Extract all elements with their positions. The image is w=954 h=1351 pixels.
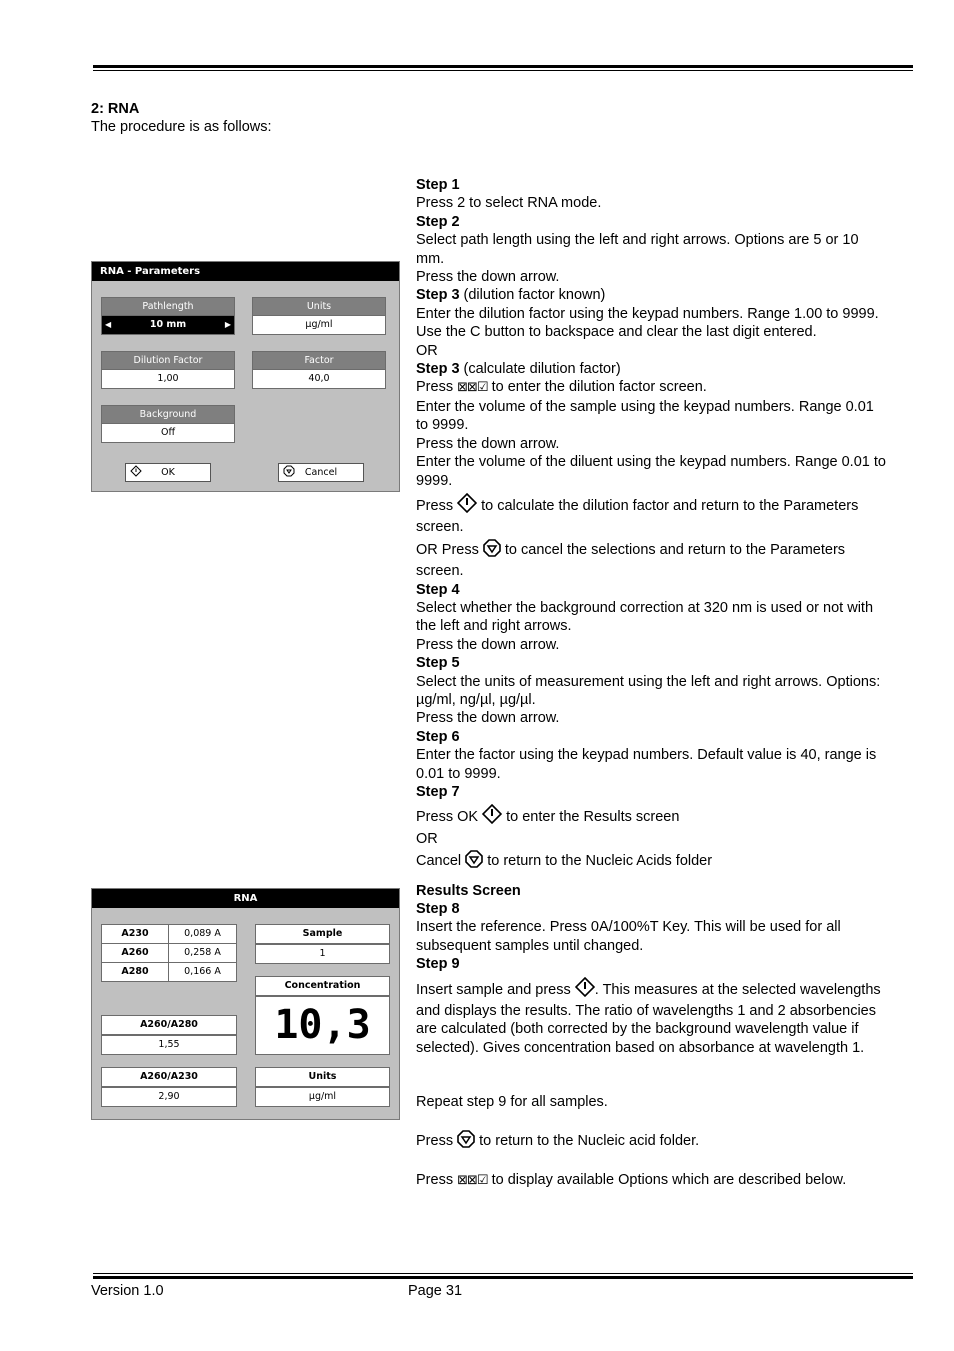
- footer-rule-thick: [93, 1276, 913, 1279]
- options-keys-icon: ⊠⊠☑: [457, 1173, 488, 1189]
- cancel-button[interactable]: [278, 463, 364, 482]
- row-name-a260: A260: [101, 943, 169, 963]
- cancel-octagon-icon: [283, 465, 295, 483]
- step1-text: Press 2 to select RNA mode.: [416, 195, 602, 212]
- dilution-factor-field[interactable]: 1,00: [101, 370, 235, 389]
- step9-pre: Insert sample and press: [416, 981, 575, 998]
- step3b-vol-diluent: Enter the volume of the diluent using the keypad numbers. Range 0.01 to 9999.: [416, 454, 886, 489]
- step2-label: Step 2: [416, 213, 460, 230]
- step7-or: OR: [416, 830, 438, 847]
- ratio1-label: A260/A280: [101, 1015, 237, 1035]
- ok-diamond-icon: [482, 804, 502, 829]
- ratio1-value: 1,55: [101, 1035, 237, 1055]
- step8-text: Insert the reference. Press 0A/100%T Key. This will be used for all subsequent samples until changed.: [416, 919, 841, 954]
- pathlength-value: 10 mm: [149, 319, 187, 330]
- units-value: µg/ml: [255, 1087, 390, 1107]
- row-value-a230: 0,089 A: [168, 924, 237, 944]
- step2-text: Select path length using the left and right arrows. Options are 5 or 10 mm.: [416, 232, 859, 267]
- header-rule-thick: [93, 65, 913, 68]
- step7-cancel-post: to return to the Nucleic Acids folder: [483, 853, 713, 870]
- units-field[interactable]: µg/ml: [252, 316, 386, 335]
- step3a-label: Step 3: [416, 287, 460, 304]
- results-heading: Results Screen: [416, 882, 521, 899]
- step3b-vol-sample: Enter the volume of the sample using the keypad numbers. Range 0.01 to 9999.: [416, 398, 874, 434]
- step8-label: Step 8: [416, 901, 460, 918]
- arrow-right-icon[interactable]: ▶: [224, 320, 231, 329]
- units-group: [252, 297, 386, 335]
- rna-parameters-screen: [91, 261, 400, 492]
- sample-value: 1: [255, 944, 390, 964]
- step2-down: Press the down arrow.: [416, 269, 560, 286]
- cancel-octagon-icon: [483, 539, 501, 562]
- units-label: Units: [255, 1067, 390, 1087]
- factor-label: Factor: [252, 351, 386, 370]
- screen-title: RNA - Parameters: [92, 262, 399, 281]
- units-label: Units: [252, 297, 386, 316]
- options-post: to display available Options which are described below.: [487, 1172, 847, 1189]
- step9-post: . This measures at the selected wavelengths and displays the results. The ratio of wavelengths 1 and 2 absorbencies are calculated (both corrected by the background wavelength value if selected). Gives concentration based on absorbance at wavelength 1.: [416, 981, 881, 1056]
- step7-ok-pre: Press OK: [416, 809, 483, 826]
- factor-group: [252, 351, 386, 389]
- step3b-calc-post: to calculate the dilution factor and return to the Parameters screen.: [416, 497, 859, 536]
- step5-down: Press the down arrow.: [416, 710, 560, 727]
- step3b-enter: to enter the dilution factor screen.: [487, 379, 707, 396]
- step7-ok-post: to enter the Results screen: [502, 809, 680, 826]
- step3a-suffix: (dilution factor known): [459, 287, 606, 304]
- return-pre: Press: [416, 1132, 458, 1149]
- step3a-or: OR: [416, 342, 438, 359]
- step3b-down: Press the down arrow.: [416, 435, 560, 452]
- step4-down: Press the down arrow.: [416, 636, 560, 653]
- step5-text: Select the units of measurement using the left and right arrows. Options: µg/ml, ng/µl, µg/µl.: [416, 673, 881, 708]
- row-name-a230: A230: [101, 924, 169, 944]
- screen-title: RNA: [92, 889, 399, 908]
- step4-label: Step 4: [416, 581, 460, 598]
- step3b-suffix: (calculate dilution factor): [459, 361, 621, 378]
- ok-diamond-icon: [575, 977, 595, 1002]
- background-field[interactable]: Off: [101, 424, 235, 443]
- repeat-text: Repeat step 9 for all samples.: [416, 1094, 608, 1111]
- row-value-a280: 0,166 A: [168, 962, 237, 982]
- dilution-factor-label: Dilution Factor: [101, 351, 235, 370]
- ok-diamond-icon: [457, 493, 477, 518]
- ratio2-label: A260/A230: [101, 1067, 237, 1087]
- section-heading: [91, 100, 272, 136]
- cancel-label: Cancel: [304, 467, 338, 478]
- factor-field[interactable]: 40,0: [252, 370, 386, 389]
- pathlength-group: [101, 297, 235, 335]
- step6-text: Enter the factor using the keypad numbers. Default value is 40, range is 0.01 to 9999.: [416, 747, 877, 782]
- cancel-octagon-icon: [457, 1130, 475, 1153]
- row-name-a280: A280: [101, 962, 169, 982]
- step7-cancel-pre: Cancel: [416, 853, 466, 870]
- concentration-value: 10,3: [274, 1002, 371, 1048]
- step3b-label: Step 3: [416, 361, 460, 378]
- section-intro: The procedure is as follows:: [91, 119, 272, 135]
- rna-results-screen: [91, 888, 400, 1120]
- step4-text: Select whether the background correction at 320 nm is used or not with the left and right arrows.: [416, 599, 874, 635]
- step7-label: Step 7: [416, 784, 460, 800]
- footer-page: Page 31: [408, 1283, 463, 1299]
- step5-label: Step 5: [416, 655, 460, 672]
- step9-label: Step 9: [416, 956, 460, 973]
- step3a-text: Enter the dilution factor using the keypad numbers. Range 1.00 to 9999. Use the C button to backspace and clear the last digit entered.: [416, 305, 879, 341]
- ratio2-value: 2,90: [101, 1087, 237, 1107]
- concentration-box: [255, 996, 390, 1055]
- background-label: Background: [101, 405, 235, 424]
- step3b-cancel-pre: OR Press: [416, 541, 483, 558]
- header-rule-thin: [93, 70, 913, 71]
- pathlength-label: Pathlength: [101, 297, 235, 316]
- section-title: 2: RNA: [91, 101, 140, 117]
- ok-button[interactable]: [125, 463, 211, 482]
- options-keys-icon: ⊠⊠☑: [457, 380, 488, 396]
- cancel-octagon-icon: [465, 850, 483, 873]
- step3b-calc-pre: Press: [416, 497, 458, 514]
- sample-label: Sample: [255, 924, 390, 944]
- options-pre: Press: [416, 1172, 458, 1189]
- arrow-left-icon[interactable]: ◀: [105, 320, 112, 329]
- step1-label: Step 1: [416, 177, 460, 193]
- procedure-steps: [416, 176, 886, 1191]
- footer-rule-thin: [93, 1273, 913, 1274]
- background-group: [101, 405, 235, 443]
- pathlength-selector[interactable]: [101, 316, 235, 335]
- ok-label: OK: [161, 467, 175, 478]
- dilution-factor-group: [101, 351, 235, 389]
- footer-version: Version 1.0: [91, 1283, 164, 1299]
- step3b-cancel-post: to cancel the selections and return to the Parameters screen.: [416, 541, 846, 580]
- row-value-a260: 0,258 A: [168, 943, 237, 963]
- return-post: to return to the Nucleic acid folder.: [475, 1132, 700, 1149]
- ok-diamond-icon: [130, 465, 142, 483]
- step3b-press: Press: [416, 379, 454, 396]
- concentration-label: Concentration: [255, 976, 390, 996]
- step6-label: Step 6: [416, 728, 460, 745]
